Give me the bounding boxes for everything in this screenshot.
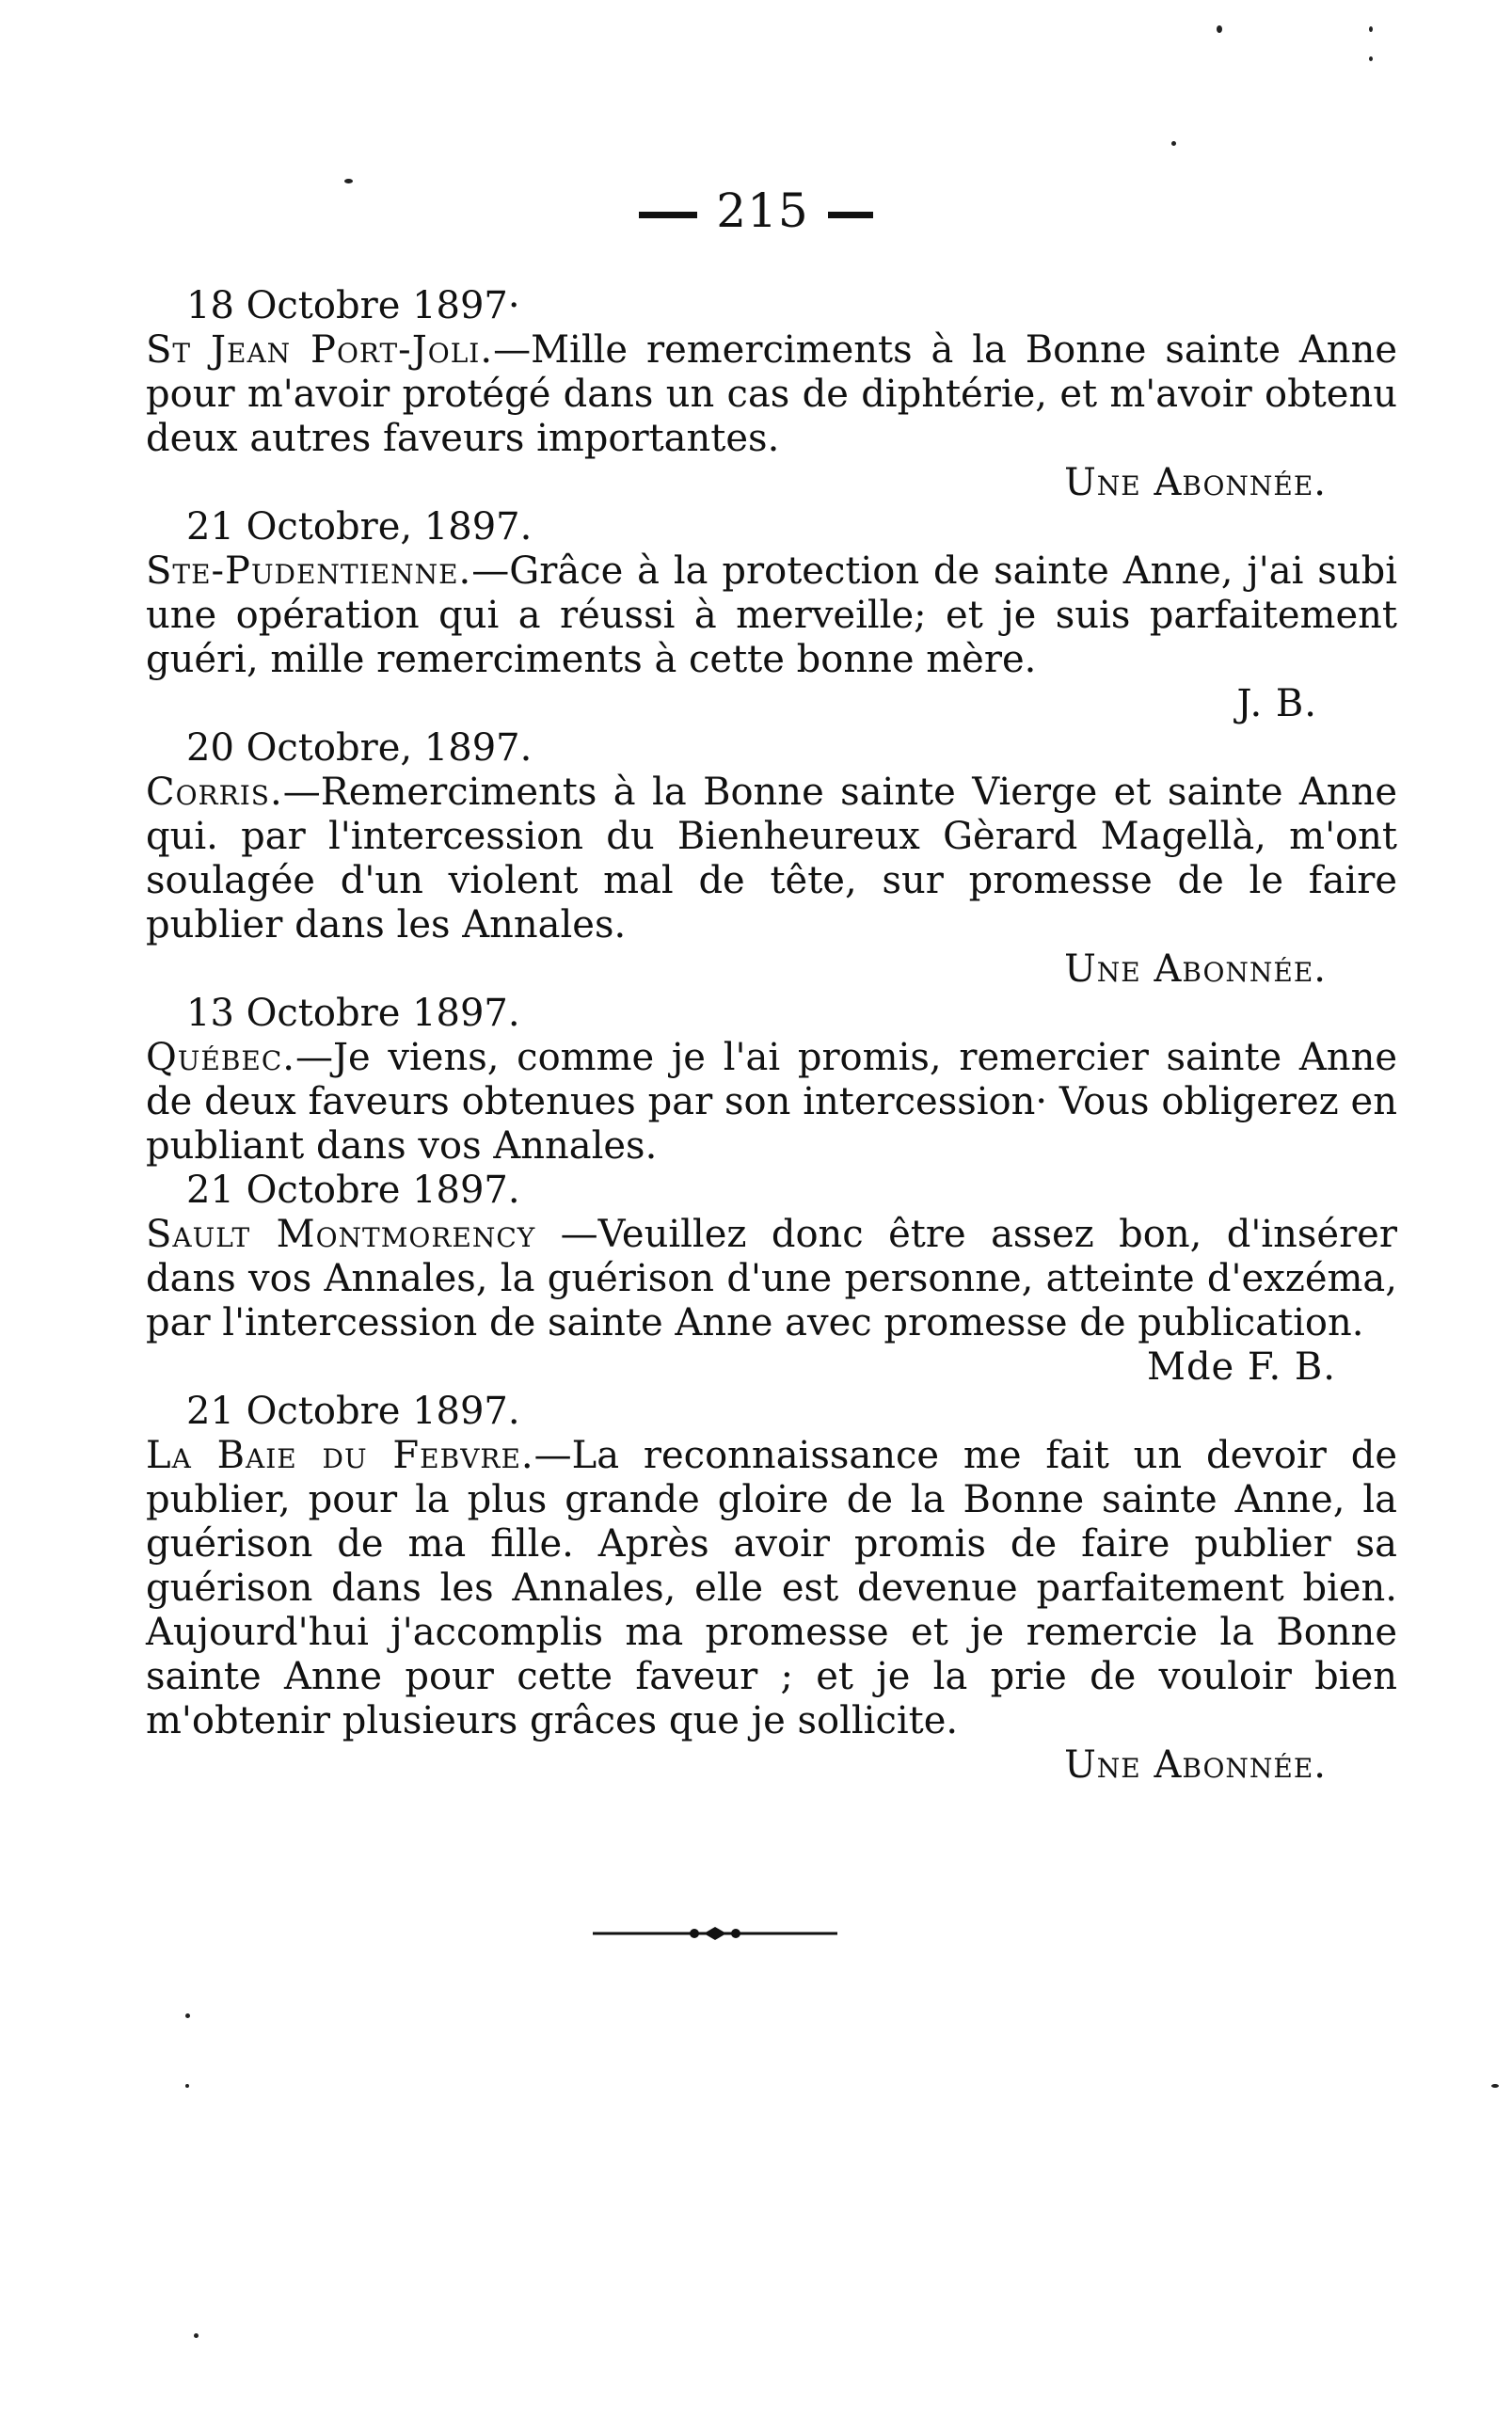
entry-body: —La reconnaissance me fait un devoir de publier, pour la plus grande gloire de la Bonne sainte Anne, la guérison de ma fille. Après avoir promis de faire publier sa guérison dans les Annales, elle est devenue parfaitement bien. Aujourd'hui j'accomplis ma promesse et je remercie la Bonne sainte Anne pour cette faveur ; et je la prie de vouloir bien m'obtenir plusieurs grâces que je sollicite. (146, 1434, 1397, 1742)
entry-place: Corris. (146, 771, 283, 814)
page-number: 215 (716, 183, 809, 238)
entry (146, 992, 1397, 1169)
entry-body: —Grâce à la protection de sainte Anne, j'ai subi une opération qui a réussi à merveille; et je suis parfaitement guéri, mille remerciments à cette bonne mère. (146, 549, 1397, 681)
entry-date: 21 Octobre 1897. (186, 1169, 520, 1212)
print-speck (1491, 2084, 1499, 2088)
entry (146, 726, 1397, 992)
entry (146, 1390, 1397, 1788)
entry-signature: Une Abonnée. (1064, 947, 1327, 991)
page-header (0, 183, 1512, 238)
entry-place: Ste-Pudentienne. (146, 549, 472, 593)
print-speck (1369, 56, 1373, 61)
entry-date: 21 Octobre, 1897. (186, 505, 533, 549)
entry-signature: Mde F. B. (1146, 1345, 1336, 1389)
entry (146, 505, 1397, 726)
print-speck (185, 2013, 190, 2018)
entry-text (146, 1213, 1397, 1345)
entry (146, 284, 1397, 505)
entry-text (146, 1434, 1397, 1743)
print-speck (1171, 141, 1176, 146)
print-speck (344, 179, 353, 183)
entry-text (146, 771, 1397, 947)
entry-body: —Mille remerciments à la Bonne sainte Anne pour m'avoir protégé dans un cas de diphtérie, et m'avoir obtenu deux autres faveurs importantes. (146, 328, 1397, 460)
entry-signature: Une Abonnée. (1064, 461, 1327, 504)
entry-text (146, 549, 1397, 682)
entry-date: 13 Octobre 1897. (186, 992, 520, 1035)
header-dash-left (639, 212, 697, 218)
entry-signature: J. B. (1236, 682, 1317, 725)
entry-place: Québec. (146, 1036, 295, 1079)
print-speck (1369, 26, 1373, 32)
entry-date: 21 Octobre 1897. (186, 1390, 520, 1433)
entry-place: La Baie du Febvre. (146, 1434, 534, 1477)
entry-date: 18 Octobre 1897· (186, 284, 520, 327)
entry-place: St Jean Port-Joli. (146, 328, 494, 372)
entry-body: —Je viens, comme je l'ai promis, remercier sainte Anne de deux faveurs obtenues par son intercession· Vous obligerez en publiant dans vos Annales. (146, 1036, 1397, 1168)
ornament-divider-icon (593, 1924, 837, 1943)
print-speck (1217, 25, 1222, 33)
entry-body: —Veuillez donc être assez bon, d'insérer dans vos Annales, la guérison d'une personne, atteinte d'exzéma, par l'intercession de sainte Anne avec promesse de publication. (146, 1213, 1397, 1344)
entry-date: 20 Octobre, 1897. (186, 726, 533, 770)
entry-body: —Remerciments à la Bonne sainte Vierge et sainte Anne qui. par l'intercession du Bienheureux Gèrard Magellà, m'ont soulagée d'un violent mal de tête, sur promesse de le faire publier dans les Annales. (146, 771, 1397, 947)
header-dash-right (828, 212, 873, 218)
entry (146, 1169, 1397, 1390)
page-body (146, 284, 1397, 1788)
entry-text (146, 1036, 1397, 1169)
print-speck (185, 2084, 189, 2088)
entry-signature: Une Abonnée. (1064, 1743, 1327, 1787)
entry-place: Sault Montmorency (146, 1213, 536, 1256)
print-speck (194, 2333, 199, 2338)
entry-text (146, 328, 1397, 461)
